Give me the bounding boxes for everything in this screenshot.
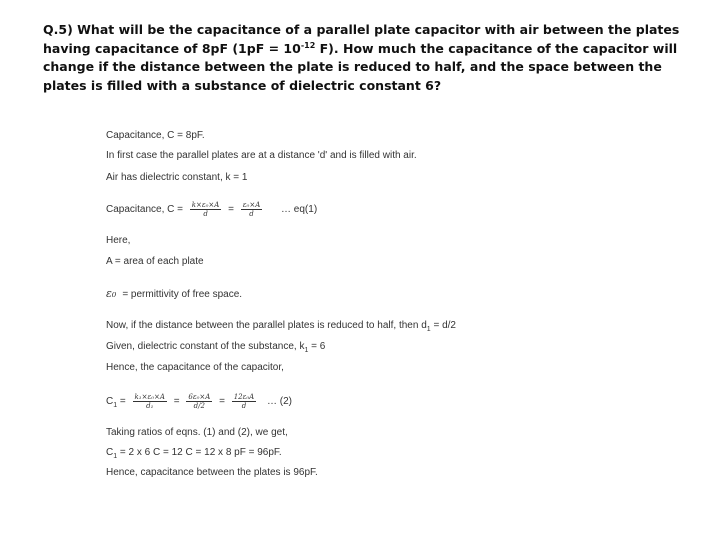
eq2-fraction-2: [186, 393, 212, 410]
eq2-fraction-3-numerator: 12ε₀A: [233, 393, 255, 401]
eq2-fraction-2-numerator: 6ε₀×A: [188, 393, 211, 401]
solution-line-1: Capacitance, C = 8pF.: [106, 130, 205, 141]
question-exponent: -12: [300, 40, 316, 50]
solution-line-5: Here,: [106, 235, 131, 246]
eq1-fraction-1-numerator: k×ε₀×A: [191, 201, 220, 209]
eq1-fraction-2-denominator: d: [249, 210, 254, 218]
eq2-fraction-2-denominator: d/2: [193, 402, 205, 410]
eq1-fraction-1-denominator: d: [203, 210, 208, 218]
eq2-prefix: C: [106, 396, 114, 408]
eq2-prefix-subscript: 1: [113, 402, 118, 410]
permittivity-symbol: ε₀: [106, 287, 117, 300]
solution-line-8: [106, 320, 456, 332]
solution-line-13: [106, 447, 282, 459]
line-9-suffix: = 6: [308, 341, 326, 352]
eq1-prefix: Capacitance, C =: [106, 204, 186, 216]
eq2-fraction-3-denominator: d: [241, 402, 247, 410]
eq1-tag: … eq(1): [281, 204, 318, 216]
eq2-tag: … (2): [267, 396, 293, 408]
line-9-text: Given, dielectric constant of the substance, k: [106, 341, 305, 352]
solution-line-10: Hence, the capacitance of the capacitor,: [106, 362, 284, 373]
solution-equation-2: [106, 393, 292, 410]
eq2-prefix-equals: =: [117, 396, 129, 408]
solution-line-6: A = area of each plate: [106, 256, 204, 267]
question-text: [43, 21, 683, 95]
eq2-equals-1: =: [173, 396, 180, 408]
eq1-fraction-2-numerator: ε₀×A: [242, 201, 261, 209]
solution-equation-1: [106, 201, 317, 218]
solution-line-9: [106, 341, 325, 353]
line-8-subscript: 1: [426, 326, 431, 333]
solution-line-12: Taking ratios of eqns. (1) and (2), we get,: [106, 427, 288, 438]
eq2-fraction-1: [133, 393, 167, 410]
line-13-subscript: 1: [113, 453, 118, 460]
line-13-text: = 2 x 6 C = 12 C = 12 x 8 pF = 96pF.: [117, 447, 282, 458]
question-part2: F). How much the capacitance of the capacitor will change if the distance between the plate is reduced to half, and the space between the plates is filled with a substance of dielectric constant 6?: [43, 40, 678, 93]
permittivity-text: = permittivity of free space.: [122, 289, 243, 300]
solution-line-2: In first case the parallel plates are at a distance 'd' and is filled with air.: [106, 150, 417, 161]
eq1-fraction-1: [190, 201, 222, 218]
eq2-equals-2: =: [219, 396, 225, 408]
eq2-fraction-3: [232, 393, 257, 410]
eq1-equals: =: [228, 204, 234, 216]
solution-line-7: [106, 288, 242, 301]
question-part1: Q.5) What will be the capacitance of a parallel plate capacitor with air between the plates having capacitance of 8pF (1pF = 10: [43, 22, 680, 56]
solution-line-14: Hence, capacitance between the plates is 96pF.: [106, 467, 318, 478]
eq2-fraction-1-denominator: d₁: [146, 402, 154, 410]
line-13-prefix: C: [106, 447, 114, 458]
line-9-subscript: 1: [304, 347, 309, 354]
eq2-fraction-1-numerator: k₁×ε₀×A: [134, 393, 165, 401]
eq1-fraction-2: [241, 201, 262, 218]
solution-line-3: Air has dielectric constant, k = 1: [106, 172, 248, 183]
line-8-text: Now, if the distance between the parallel plates is reduced to half, then d: [106, 320, 427, 331]
line-8-suffix: = d/2: [430, 320, 456, 331]
